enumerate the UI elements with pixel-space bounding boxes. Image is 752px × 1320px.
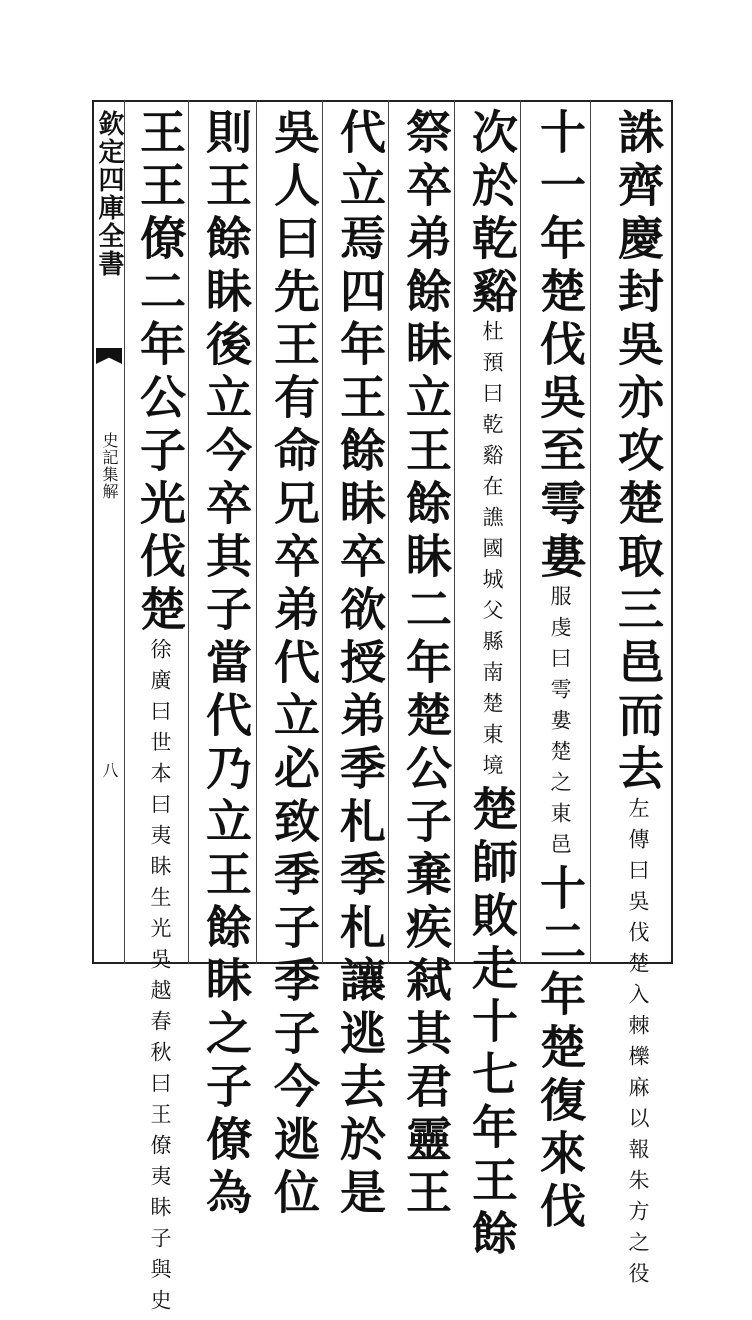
text-column-3 — [460, 108, 520, 1262]
main-text: 祭卒弟餘眛立王餘眛二年楚公子棄疾弒其君靈王 — [399, 108, 453, 1221]
column-rule — [256, 100, 257, 964]
text-column-8 — [128, 108, 188, 1320]
column-rule — [590, 100, 591, 964]
collection-title: 欽定四庫全書 — [94, 110, 124, 278]
column-rule — [124, 100, 125, 964]
column-rule — [388, 100, 389, 964]
column-rule — [322, 100, 323, 964]
annotation-text: 左傳曰吳伐楚入棘櫟麻以報朱方之役 — [626, 797, 650, 1293]
text-column-4 — [394, 108, 454, 1221]
main-text: 楚師敗走十七年王餘 — [465, 785, 519, 1262]
main-text: 誅齊慶封吳亦攻楚取三邑而去 — [611, 108, 665, 797]
annotation-text: 杜預曰乾谿在譙國城父縣南楚東境 — [480, 320, 504, 785]
text-column-1 — [600, 108, 666, 1293]
text-column-5 — [328, 108, 388, 1221]
main-text: 代立焉四年王餘眛卒欲授弟季札季札讓逃去於是 — [333, 108, 387, 1221]
frame-right-border — [671, 100, 673, 964]
annotation-text: 服虔曰雩婁楚之東邑 — [548, 585, 572, 864]
main-text: 十二年楚復來伐 — [533, 864, 587, 1235]
frame-top-border — [92, 100, 672, 102]
text-column-6 — [262, 108, 322, 1221]
main-text: 則王餘眛後立今卒其子當代乃立王餘眛之子僚為 — [199, 108, 253, 1221]
margin-column — [94, 102, 124, 960]
main-text: 王王僚二年公子光伐楚 — [133, 108, 187, 638]
book-title: 史記集解 — [100, 432, 119, 500]
column-rule — [520, 100, 521, 964]
fish-tail-mark-icon — [96, 348, 122, 364]
column-rule — [454, 100, 455, 964]
annotation-text: 徐廣曰世本曰夷眛生光吳越春秋曰王僚夷眛子與史 — [148, 638, 172, 1320]
page-number: 八 — [100, 762, 119, 778]
text-column-2 — [528, 108, 588, 1235]
main-text: 吳人曰先王有命兄卒弟代立必致季子季子今逃位 — [267, 108, 321, 1221]
main-text: 次於乾谿 — [465, 108, 519, 320]
main-text: 十一年楚伐吳至雩婁 — [533, 108, 587, 585]
column-rule — [188, 100, 189, 964]
text-column-7 — [194, 108, 254, 1221]
